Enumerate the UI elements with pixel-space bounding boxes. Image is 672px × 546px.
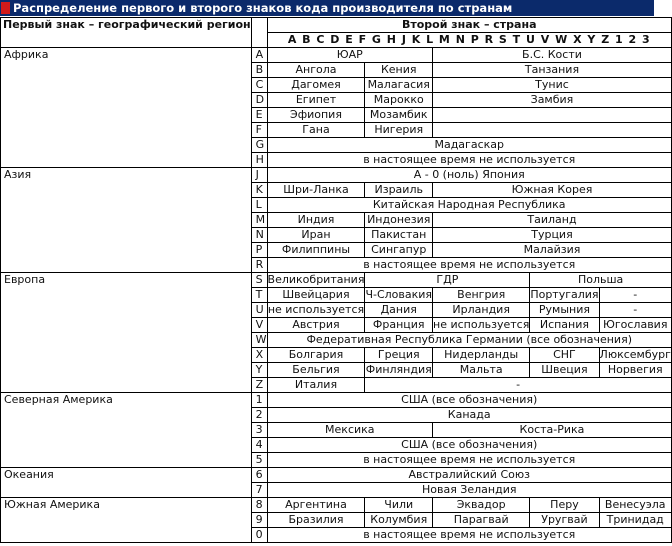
manufacturer-code-table (0, 17, 672, 543)
cell: Тринидад (599, 513, 671, 528)
table-title: Распределение первого и второго знаков кода производителя по странам (13, 1, 513, 15)
cell: Мадагаскар (267, 138, 671, 153)
cell: Эквадор (433, 498, 530, 513)
cell: в настоящее время не используется (267, 528, 671, 543)
code-4: 4 (251, 438, 267, 453)
cell: Югославия (599, 318, 671, 333)
cell: Новая Зеландия (267, 483, 671, 498)
code-R: R (251, 258, 267, 273)
cell: Венгрия (433, 288, 530, 303)
cell: Индия (267, 213, 365, 228)
cell: Шри-Ланка (267, 183, 365, 198)
cell: Швеция (530, 363, 599, 378)
cell: СНГ (530, 348, 599, 363)
cell: Таиланд (433, 213, 672, 228)
cell: в настоящее время не используется (267, 453, 671, 468)
code-B: B (251, 63, 267, 78)
cell: Италия (267, 378, 365, 393)
header-blank-2 (251, 33, 267, 48)
code-3: 3 (251, 423, 267, 438)
cell: Египет (267, 93, 365, 108)
cell: Федеративная Республика Германии (все обозначения) (267, 333, 671, 348)
cell: - (365, 378, 671, 393)
cell: Кения (365, 63, 433, 78)
table-row (1, 498, 672, 513)
cell: - (599, 303, 671, 318)
code-N: N (251, 228, 267, 243)
cell: Китайская Народная Республика (267, 198, 671, 213)
header-second-sign: Второй знак – страна (267, 18, 671, 33)
cell: Греция (365, 348, 433, 363)
cell: Нигерия (365, 123, 433, 138)
cell: Австрия (267, 318, 365, 333)
cell: США (все обозначения) (267, 393, 671, 408)
cell: Австралийский Союз (267, 468, 671, 483)
code-K: K (251, 183, 267, 198)
code-H: H (251, 153, 267, 168)
code-Y: Y (251, 363, 267, 378)
code-T: T (251, 288, 267, 303)
cell: Турция (433, 228, 672, 243)
code-X: X (251, 348, 267, 363)
cell: Чили (365, 498, 433, 513)
cell: Б.С. Кости (433, 48, 672, 63)
cell: Ч-Словакия (365, 288, 433, 301)
cell: Филиппины (267, 243, 365, 258)
cell: Колумбия (365, 513, 433, 528)
cell-empty (433, 123, 672, 138)
cell: Испания (530, 318, 599, 333)
region-south-america: Южная Америка (1, 498, 252, 543)
cell: Перу (530, 498, 599, 513)
cell: Дагомея (267, 78, 365, 93)
cell: Уругвай (530, 513, 599, 528)
cell: Малагасия (365, 78, 433, 93)
cell: в настоящее время не используется (267, 258, 671, 273)
cell: Бразилия (267, 513, 365, 528)
code-5: 5 (251, 453, 267, 468)
code-8: 8 (251, 498, 267, 513)
cell: Южная Корея (433, 183, 672, 198)
code-6: 6 (251, 468, 267, 483)
cell: в настоящее время не используется (267, 153, 671, 168)
cell: A - 0 (ноль) Япония (267, 168, 671, 183)
code-7: 7 (251, 483, 267, 498)
header-letters: A B C D E F G H J K L M N P R S T U V W X Y Z 1 2 3 (267, 33, 671, 48)
cell: Тунис (433, 78, 672, 93)
cell: Румыния (530, 303, 599, 318)
cell: Польша (530, 273, 672, 288)
table-row (1, 168, 672, 183)
code-W: W (251, 333, 267, 348)
code-U: U (251, 303, 267, 318)
code-J: J (251, 168, 267, 183)
cell: Замбия (433, 93, 672, 108)
cell: ГДР (365, 273, 530, 288)
code-V: V (251, 318, 267, 333)
cell: Мексика (267, 423, 432, 438)
cell-empty (433, 108, 672, 123)
code-Z: Z (251, 378, 267, 393)
cell: Мозамбик (365, 108, 433, 123)
code-9: 9 (251, 513, 267, 528)
cell: ЮАР (267, 48, 432, 63)
cell: не используется (267, 303, 365, 316)
cell: Португалия (530, 288, 599, 301)
region-europe: Европа (1, 273, 252, 393)
cell: Марокко (365, 93, 433, 108)
cell: Эфиопия (267, 108, 365, 123)
code-C: C (251, 78, 267, 93)
code-M: M (251, 213, 267, 228)
code-0: 0 (251, 528, 267, 543)
cell: Великобритания (267, 273, 365, 286)
code-D: D (251, 93, 267, 108)
table-row (1, 273, 672, 288)
region-oceania: Океания (1, 468, 252, 498)
cell: Иран (267, 228, 365, 243)
cell: Коста-Рика (433, 423, 672, 438)
table-row (1, 468, 672, 483)
cell: Швейцария (267, 288, 365, 303)
cell: Гана (267, 123, 365, 138)
cell: США (все обозначения) (267, 438, 671, 453)
code-2: 2 (251, 408, 267, 423)
cell: Пакистан (365, 228, 433, 243)
title-marker (1, 2, 10, 14)
cell: Аргентина (267, 498, 365, 513)
cell: Сингапур (365, 243, 433, 258)
cell: Ангола (267, 63, 365, 78)
region-asia: Азия (1, 168, 252, 273)
cell: Израиль (365, 183, 433, 198)
header-blank (251, 18, 267, 33)
cell: Люксембург (599, 348, 671, 361)
cell: Парагвай (433, 513, 530, 528)
cell: Дания (365, 303, 433, 318)
code-F: F (251, 123, 267, 138)
cell: Франция (365, 318, 433, 333)
cell: Малайзия (433, 243, 672, 258)
cell: Венесуэла (599, 498, 671, 513)
cell: Норвегия (599, 363, 671, 378)
code-L: L (251, 198, 267, 213)
cell: Мальта (433, 363, 530, 378)
cell: не используется (433, 318, 530, 331)
table-title-bar (0, 0, 654, 16)
code-E: E (251, 108, 267, 123)
header-row (1, 18, 672, 33)
cell: Болгария (267, 348, 365, 363)
code-G: G (251, 138, 267, 153)
header-first-sign: Первый знак – географический регион (1, 18, 252, 48)
cell: Танзания (433, 63, 672, 78)
cell: Индонезия (365, 213, 433, 228)
cell: Бельгия (267, 363, 365, 378)
code-A: A (251, 48, 267, 63)
table-row (1, 48, 672, 63)
cell: Ирландия (433, 303, 530, 318)
region-africa: Африка (1, 48, 252, 168)
region-north-america: Северная Америка (1, 393, 252, 468)
cell: - (599, 288, 671, 303)
cell: Канада (267, 408, 671, 423)
code-1: 1 (251, 393, 267, 408)
code-P: P (251, 243, 267, 258)
code-S: S (251, 273, 267, 288)
table-row (1, 393, 672, 408)
cell: Финляндия (365, 363, 432, 376)
cell: Нидерланды (433, 348, 530, 363)
